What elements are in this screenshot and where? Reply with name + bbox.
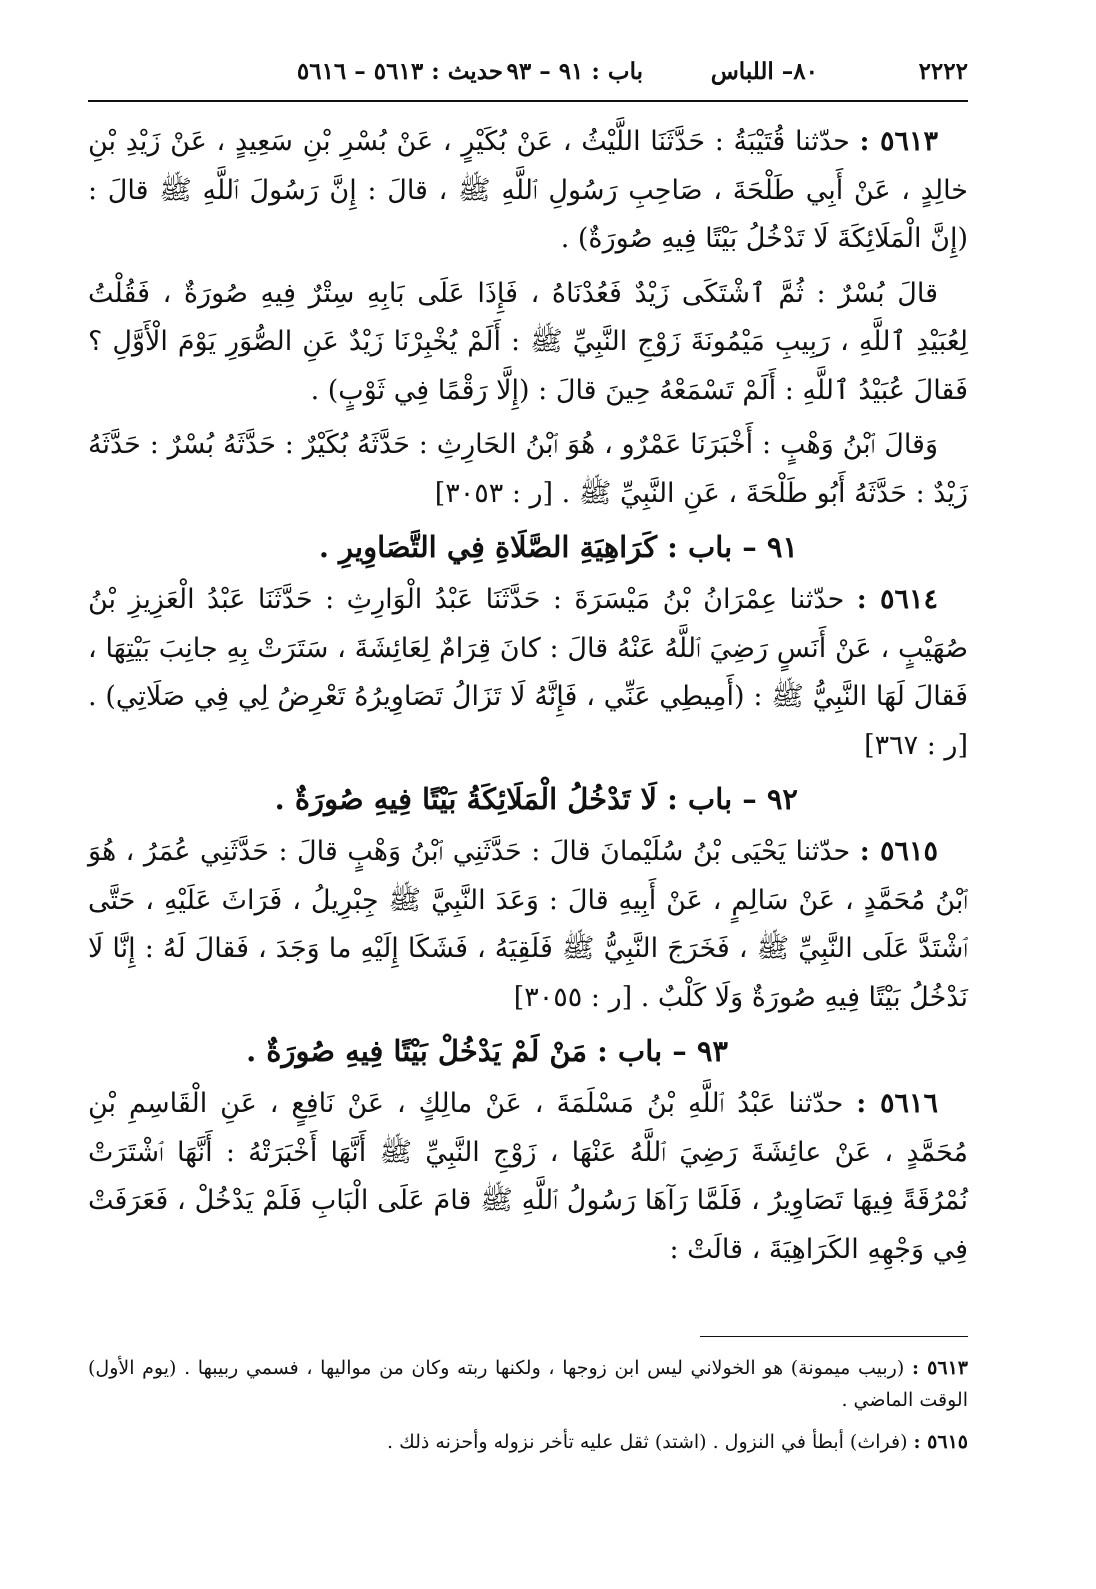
hadith-number: ٥٦١٥ : <box>859 836 938 867</box>
footnote <box>88 1426 968 1458</box>
book-title: ٨٠– اللباس <box>710 58 818 85</box>
footnote-rule <box>700 1336 968 1337</box>
hadith-number: ٥٦١٤ : <box>856 584 938 615</box>
hadith-text: حدّثنا عِمْرَانُ بْنُ مَيْسَرَةَ : حَدَّثَنَا عَبْدُ الْوَارِثِ : حَدَّثَنَا عَبْدُ الْعَزِيزِ بْنُ صُهَيْبٍ ، عَنْ أَنَسٍ رَضِيَ ٱللَّهُ عَنْهُ قالَ : كانَ قِرَامٌ لِعَائِشَةَ ، سَتَرَتْ بِهِ جانِبَ بَيْتِهَا ، فَقالَ لَهَا النَّبِيُّ ﷺ : (أَمِيطِي عَنِّي ، فَإِنَّهُ لَا تَزَالُ تَصَاوِيرُهُ تَعْرِضُ لِي فِي صَلَاتِي) . [ر : ٣٦٧] <box>88 584 968 761</box>
hadith-text: حدّثنا يَحْيَى بْنُ سُلَيْمانَ قالَ : حَدَّثَنِي ٱبْنُ وَهْبٍ قالَ : حَدَّثَنِي عُمَرُ ، هُوَ ٱبْنُ مُحَمَّدٍ ، عَنْ سَالِمٍ ، عَنْ أَبِيهِ قالَ : وَعَدَ النَّبِيَّ ﷺ جِبْرِيلُ ، فَرَاثَ عَلَيْهِ ، حَتَّى ٱشْتَدَّ عَلَى النَّبِيِّ ﷺ ، فَخَرَجَ النَّبِيُّ ﷺ فَلَقِيَهُ ، فَشَكَا إِلَيْهِ ما وَجَدَ ، فَقالَ لَهُ : إِنَّا لَا نَدْخُلُ بَيْتًا فِيهِ صُورَةٌ وَلَا كَلْبٌ . [ر : ٣٠٥٥] <box>88 836 968 1013</box>
footnote-number: ٥٦١٣ : <box>911 1357 968 1379</box>
running-header <box>88 50 968 90</box>
hadith-text: وَقالَ ٱبْنُ وَهْبٍ : أَخْبَرَنَا عَمْرٌو ، هُوَ ٱبْنُ الحَارِثِ : حَدَّثَهُ بُكَيْرٌ : حَدَّثَهُ بُسْرٌ : حَدَّثَهُ زَيْدٌ : حَدَّثَهُ أَبُو طَلْحَةَ ، عَنِ النَّبِيِّ ﷺ . [ر : ٣٠٥٣] <box>88 429 968 509</box>
footnote-text: (ربيب ميمونة) هو الخولاني ليس ابن زوجها ، ولكنها ربته وكان من مواليها ، فسمي ربيبها . (يوم الأول) الوقت الماضي . <box>88 1357 968 1411</box>
hadith-paragraph <box>88 118 968 264</box>
footnote <box>88 1352 968 1416</box>
hadith-paragraph <box>88 828 968 1022</box>
hadith-paragraph <box>88 576 968 770</box>
hadith-paragraph <box>88 1080 968 1274</box>
chapter-heading-92: ٩٢ – باب : لَا تَدْخُلُ الْمَلَائِكَةُ بَيْتًا فِيهِ صُورَةٌ . <box>274 782 798 816</box>
hadith-number: ٥٦١٦ : <box>856 1088 938 1119</box>
chapter-heading-91: ٩١ – باب : كَرَاهِيَةِ الصَّلَاةِ فِي التَّصَاوِيرِ . <box>318 530 798 564</box>
chapter-range: باب : ٩١ – ٩٣ <box>506 58 643 85</box>
hadith-text: قالَ بُسْرٌ : ثُمَّ ٱشْتَكَى زَيْدٌ فَعُدْنَاهُ ، فَإِذَا عَلَى بَابِهِ سِتْرٌ فِيهِ صُورَةٌ ، فَقُلْتُ لِعُبَيْدِ ٱللَّهِ ، رَبِيبِ مَيْمُونَةَ زَوْجِ النَّبِيِّ ﷺ : أَلَمْ يُخْبِرْنَا زَيْدٌ عَنِ الصُّوَرِ يَوْمَ الْأَوَّلِ ؟ فَقالَ عُبَيْدُ ٱللَّهِ : أَلَمْ تَسْمَعْهُ حِينَ قالَ : (إِلَّا رَقْمًا فِي ثَوْبٍ) . <box>88 277 968 406</box>
hadith-text: حدّثنا عَبْدُ ٱللَّهِ بْنُ مَسْلَمَةَ ، عَنْ مالِكٍ ، عَنْ نَافِعٍ ، عَنِ الْقَاسِمِ بْنِ مُحَمَّدٍ ، عَنْ عائِشَةَ رَضِيَ ٱللَّهُ عَنْهَا ، زَوْجِ النَّبِيِّ ﷺ أَنَّهَا أَخْبَرَتْهُ : أَنَّهَا ٱشْتَرَتْ نُمْرُقَةً فِيهَا تَصَاوِيرُ ، فَلَمَّا رَآهَا رَسُولُ ٱللَّهِ ﷺ قامَ عَلَى الْبَابِ فَلَمْ يَدْخُلْ ، فَعَرَفَتْ فِي وَجْهِهِ الكَرَاهِيَةَ ، قالَتْ : <box>88 1088 968 1265</box>
footnote-number: ٥٦١٥ : <box>913 1431 968 1453</box>
main-text <box>88 118 968 1280</box>
page-number: ٢٢٢٢ <box>918 58 968 85</box>
chapter-heading-93: ٩٣ – باب : مَنْ لَمْ يَدْخُلْ بَيْتًا فِيهِ صُورَةٌ . <box>246 1034 728 1068</box>
footnotes <box>88 1352 968 1468</box>
hadith-number: ٥٦١٣ : <box>859 126 938 157</box>
header-rule <box>88 100 968 102</box>
hadith-text: حدّثنا قُتَيْبَةُ : حَدَّثَنَا اللَّيْثُ ، عَنْ بُكَيْرٍ ، عَنْ بُسْرِ بْنِ سَعِيدٍ ، عَنْ زَيْدِ بْنِ خالِدٍ ، عَنْ أَبِي طَلْحَةَ ، صَاحِبِ رَسُولِ ٱللَّهِ ﷺ ، قالَ : إِنَّ رَسُولَ ٱللَّهِ ﷺ قالَ : (إِنَّ الْمَلَائِكَةَ لَا تَدْخُلُ بَيْتًا فِيهِ صُورَةٌ) . <box>88 126 968 254</box>
hadith-paragraph <box>88 270 968 416</box>
hadith-paragraph <box>88 421 968 518</box>
hadith-range: حديث : ٥٦١٣ – ٥٦١٦ <box>296 58 503 85</box>
footnote-text: (فراث) أبطأ في النزول . (اشتد) ثقل عليه تأخر نزوله وأحزنه ذلك . <box>387 1431 908 1453</box>
